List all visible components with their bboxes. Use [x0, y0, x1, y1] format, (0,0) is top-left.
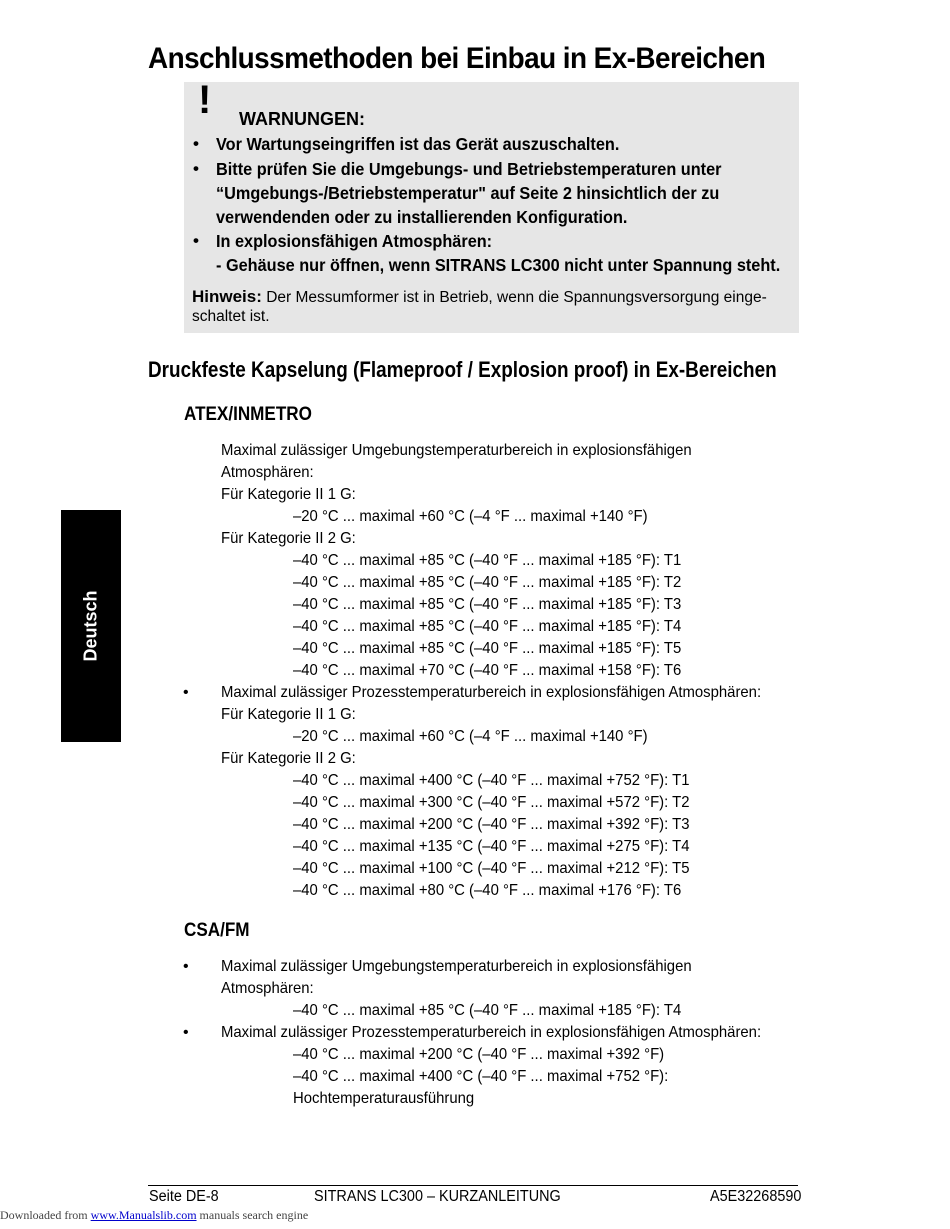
temperature-range: –40 °C ... maximal +70 °C (–40 °F ... maximal +158 °F): T6 [293, 662, 682, 679]
text-line: Atmosphären: [221, 980, 314, 997]
text-line: Maximal zulässiger Umgebungstemperaturbereich in explosionsfähigen [221, 958, 692, 975]
csa-heading: CSA/FM [184, 920, 250, 941]
hint-line: schaltet ist. [192, 308, 270, 325]
temperature-range: –40 °C ... maximal +100 °C (–40 °F ... maximal +212 °F): T5 [293, 860, 690, 877]
hint-label: Hinweis: [192, 287, 262, 306]
temperature-range: –40 °C ... maximal +200 °C (–40 °F ... maximal +392 °F) [293, 1046, 665, 1063]
text-line: Maximal zulässiger Prozesstemperaturbereich in explosionsfähigen Atmosphären: [221, 1024, 762, 1041]
footer-divider [148, 1185, 798, 1186]
temperature-range: Hochtemperaturausführung [293, 1090, 475, 1107]
warning-title: WARNUNGEN: [239, 109, 365, 129]
temperature-range: –40 °C ... maximal +85 °C (–40 °F ... maximal +185 °F): T4 [293, 618, 682, 635]
temperature-range: –40 °C ... maximal +300 °C (–40 °F ... maximal +572 °F): T2 [293, 794, 690, 811]
temperature-range: –40 °C ... maximal +85 °C (–40 °F ... maximal +185 °F): T3 [293, 596, 682, 613]
warning-item: Vor Wartungseingriffen ist das Gerät auszuschalten. [216, 134, 620, 154]
atex-heading: ATEX/INMETRO [184, 404, 312, 425]
category-label: Für Kategorie II 2 G: [221, 530, 356, 547]
bullet: • [193, 231, 199, 250]
warning-item: verwendenden oder zu installierenden Konfiguration. [216, 207, 628, 227]
bullet: • [183, 1024, 189, 1041]
category-label: Für Kategorie II 1 G: [221, 706, 356, 723]
temperature-range: –40 °C ... maximal +85 °C (–40 °F ... maximal +185 °F): T2 [293, 574, 682, 591]
warning-item: Bitte prüfen Sie die Umgebungs- und Betriebstemperaturen unter [216, 159, 722, 179]
temperature-range: –40 °C ... maximal +400 °C (–40 °F ... maximal +752 °F): T1 [293, 772, 690, 789]
temperature-range: –40 °C ... maximal +200 °C (–40 °F ... maximal +392 °F): T3 [293, 816, 690, 833]
temperature-range: –40 °C ... maximal +400 °C (–40 °F ... maximal +752 °F): [293, 1068, 669, 1085]
bullet: • [193, 134, 199, 153]
exclamation-icon: ! [198, 78, 212, 122]
text-line: Maximal zulässiger Prozesstemperaturbereich in explosionsfähigen Atmosphären: [221, 684, 762, 701]
category-label: Für Kategorie II 2 G: [221, 750, 356, 767]
text-line: Atmosphären: [221, 464, 314, 481]
download-suffix: manuals search engine [196, 1208, 309, 1222]
manualslib-link[interactable]: www.Manualslib.com [90, 1208, 197, 1222]
hint-line: Der Messumformer ist in Betrieb, wenn die Spannungsversorgung einge- [261, 289, 767, 306]
warning-item: - Gehäuse nur öffnen, wenn SITRANS LC300 nicht unter Spannung steht. [216, 255, 781, 275]
page-title: Anschlussmethoden bei Einbau in Ex-Bereichen [148, 42, 766, 75]
bullet: • [183, 684, 189, 701]
temperature-range: –20 °C ... maximal +60 °C (–4 °F ... maximal +140 °F) [293, 508, 648, 525]
bullet: • [193, 159, 199, 178]
temperature-range: –40 °C ... maximal +80 °C (–40 °F ... maximal +176 °F): T6 [293, 882, 682, 899]
bullet: • [183, 958, 189, 975]
temperature-range: –40 °C ... maximal +85 °C (–40 °F ... maximal +185 °F): T4 [293, 1002, 682, 1019]
temperature-range: –40 °C ... maximal +135 °C (–40 °F ... maximal +275 °F): T4 [293, 838, 690, 855]
warning-item: In explosionsfähigen Atmosphären: [216, 231, 493, 251]
temperature-range: –20 °C ... maximal +60 °C (–4 °F ... maximal +140 °F) [293, 728, 648, 745]
language-label: Deutsch [80, 590, 101, 662]
category-label: Für Kategorie II 1 G: [221, 486, 356, 503]
hint-text [192, 287, 767, 307]
section-title: Druckfeste Kapselung (Flameproof / Explosion proof) in Ex-Bereichen [148, 357, 777, 382]
language-side-tab [61, 510, 121, 742]
footer-doc-number: A5E32268590 [710, 1188, 802, 1205]
download-prefix: Downloaded from [0, 1208, 91, 1222]
download-note [0, 1208, 308, 1223]
warning-item: “Umgebungs-/Betriebstemperatur" auf Seite 2 hinsichtlich der zu [216, 183, 720, 203]
temperature-range: –40 °C ... maximal +85 °C (–40 °F ... maximal +185 °F): T1 [293, 552, 682, 569]
footer-page-number: Seite DE-8 [149, 1188, 219, 1205]
temperature-range: –40 °C ... maximal +85 °C (–40 °F ... maximal +185 °F): T5 [293, 640, 682, 657]
text-line: Maximal zulässiger Umgebungstemperaturbereich in explosionsfähigen [221, 442, 692, 459]
footer-doc-title: SITRANS LC300 – KURZANLEITUNG [314, 1188, 561, 1205]
warning-box [184, 78, 799, 333]
